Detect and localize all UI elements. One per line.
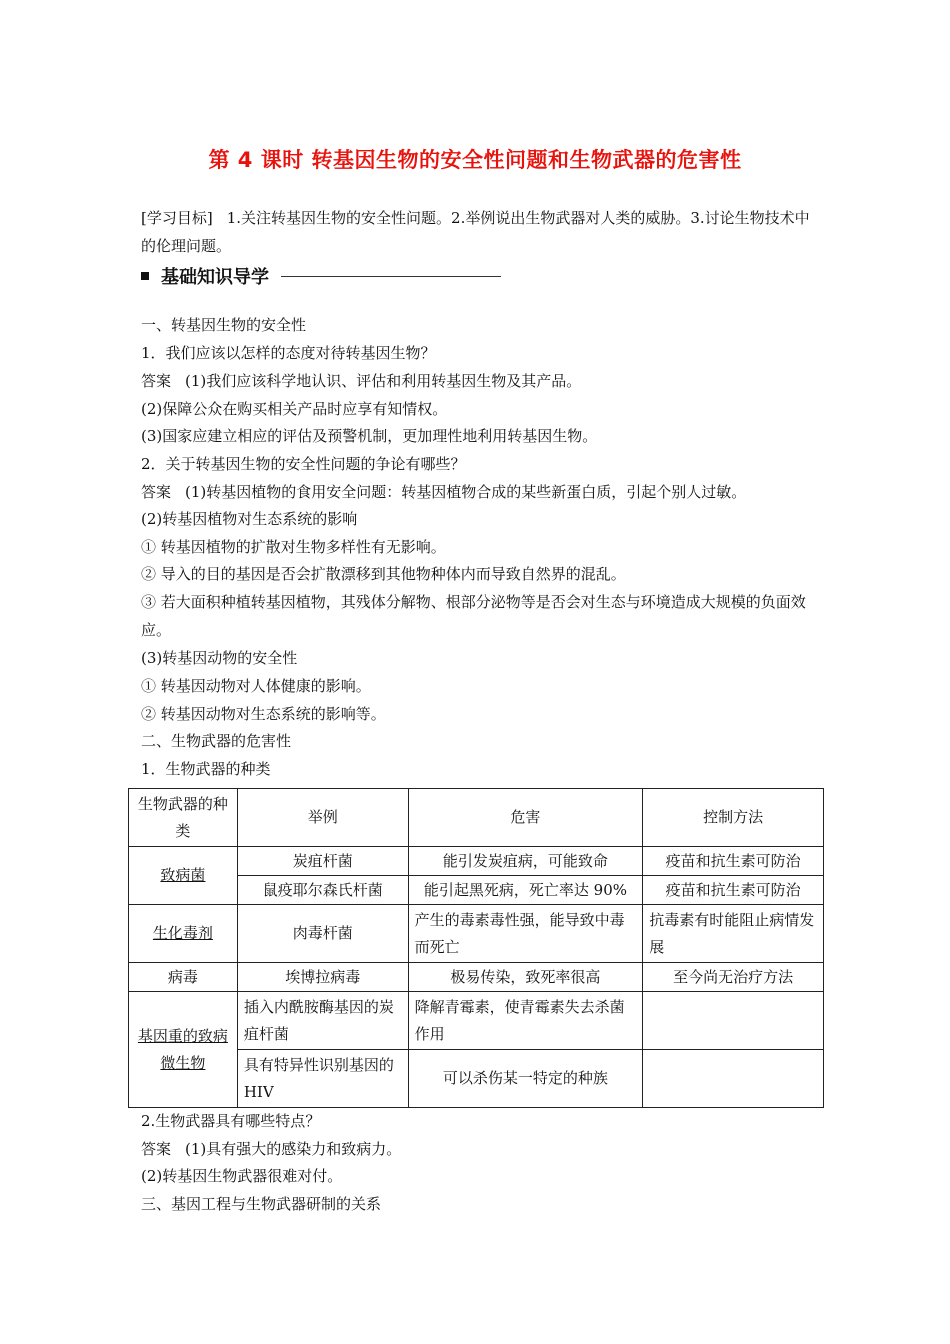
- table-cell: 至今尚无治疗方法: [643, 963, 824, 992]
- header-cell: 危害: [408, 789, 643, 847]
- answer-label: 答案: [141, 483, 172, 501]
- table-cell: 炭疽杆菌: [237, 847, 408, 876]
- part1-q1: 1．我们应该以怎样的态度对待转基因生物？: [141, 344, 436, 362]
- part2-q1: 1．生物武器的种类: [141, 760, 271, 778]
- table-cell: 能引发炭疽病，可能致命: [408, 847, 643, 876]
- table-cell: 产生的毒素毒性强，能导致中毒而死亡: [408, 905, 643, 963]
- table-cell: [643, 992, 824, 1050]
- part1-a2-5: ③ 若大面积种植转基因植物，其残体分解物、根部分泌物等是否会对生态与环境造成大规模的负面效应。: [141, 593, 806, 639]
- part1-a2-8: ② 转基因动物对生态系统的影响等。: [141, 705, 386, 723]
- square-bullet-icon: [141, 272, 149, 280]
- part1-a2-3: ① 转基因植物的扩散对生物多样性有无影响。: [141, 538, 446, 556]
- part1-q2: 2．关于转基因生物的安全性问题的争论有哪些？: [141, 455, 466, 473]
- part3-heading: 三、基因工程与生物武器研制的关系: [141, 1195, 382, 1213]
- header-cell: 举例: [237, 789, 408, 847]
- table-cell: 具有特异性识别基因的 HIV: [237, 1050, 408, 1108]
- page-title: 第 4 课时 转基因生物的安全性问题和生物武器的危害性: [208, 148, 742, 172]
- answer-label: 答案: [141, 1140, 172, 1158]
- part1-a2-1: [141, 482, 746, 502]
- type-cell: 致病菌: [129, 847, 238, 905]
- part2-heading: 二、生物武器的危害性: [141, 732, 292, 750]
- part2-a2-2: (2)转基因生物武器很难对付。: [141, 1167, 343, 1185]
- part1-a2-6: (3)转基因动物的安全性: [141, 649, 298, 667]
- table-row: [129, 992, 824, 1050]
- table-row: [129, 905, 824, 963]
- goals-tag: [学习目标]: [141, 209, 213, 227]
- section-label: 基础知识导学: [161, 267, 269, 288]
- goals-text: 1.关注转基因生物的安全性问题。2.举例说出生物武器对人类的威胁。3.讨论生物技术中的伦理问题。: [141, 209, 810, 255]
- type-cell: 基因重的致病微生物: [129, 992, 238, 1108]
- table-row: [129, 963, 824, 992]
- section-rule: [281, 276, 501, 277]
- table-cell: 降解青霉素，使青霉素失去杀菌作用: [408, 992, 643, 1050]
- table-cell: 能引起黑死病，死亡率达 90%: [408, 876, 643, 905]
- weapons-table: [128, 788, 824, 1108]
- section-header: [141, 262, 501, 290]
- part1-heading: 一、转基因生物的安全性: [141, 316, 307, 334]
- table-cell: 抗毒素有时能阻止病情发展: [643, 905, 824, 963]
- header-cell: 控制方法: [643, 789, 824, 847]
- table-cell: 疫苗和抗生素可防治: [643, 847, 824, 876]
- table-cell: 可以杀伤某一特定的种族: [408, 1050, 643, 1108]
- part1-a1-3: (3)国家应建立相应的评估及预警机制，更加理性地利用转基因生物。: [141, 427, 598, 445]
- table-cell: 疫苗和抗生素可防治: [643, 876, 824, 905]
- answer-text: (1)转基因植物的食用安全问题：转基因植物合成的某些新蛋白质，引起个别人过敏。: [185, 483, 747, 501]
- table-cell: 肉毒杆菌: [237, 905, 408, 963]
- type-cell: 病毒: [129, 963, 238, 992]
- part2-q2: 2.生物武器具有哪些特点？: [141, 1112, 321, 1130]
- learning-goals: [141, 204, 821, 260]
- answer-text: (1)我们应该科学地认识、评估和利用转基因生物及其产品。: [185, 372, 582, 390]
- table-cell: [643, 1050, 824, 1108]
- part1-a1-2: (2)保障公众在购买相关产品时应享有知情权。: [141, 400, 448, 418]
- part1-a2-2: (2)转基因植物对生态系统的影响: [141, 510, 358, 528]
- table-cell: 极易传染，致死率很高: [408, 963, 643, 992]
- table-cell: 插入内酰胺酶基因的炭疽杆菌: [237, 992, 408, 1050]
- part1-a1-1: [141, 371, 581, 391]
- part1-a2-4: ② 导入的目的基因是否会扩散漂移到其他物种体内而导致自然界的混乱。: [141, 565, 626, 583]
- header-cell: 生物武器的种类: [129, 789, 238, 847]
- part1-a2-7: ① 转基因动物对人体健康的影响。: [141, 677, 371, 695]
- table-header-row: [129, 789, 824, 847]
- table-cell: 埃博拉病毒: [237, 963, 408, 992]
- part2-a2-1: [141, 1139, 401, 1159]
- answer-label: 答案: [141, 372, 172, 390]
- table-cell: 鼠疫耶尔森氏杆菌: [237, 876, 408, 905]
- type-cell: 生化毒剂: [129, 905, 238, 963]
- table-row: [129, 847, 824, 876]
- answer-text: (1)具有强大的感染力和致病力。: [185, 1140, 402, 1158]
